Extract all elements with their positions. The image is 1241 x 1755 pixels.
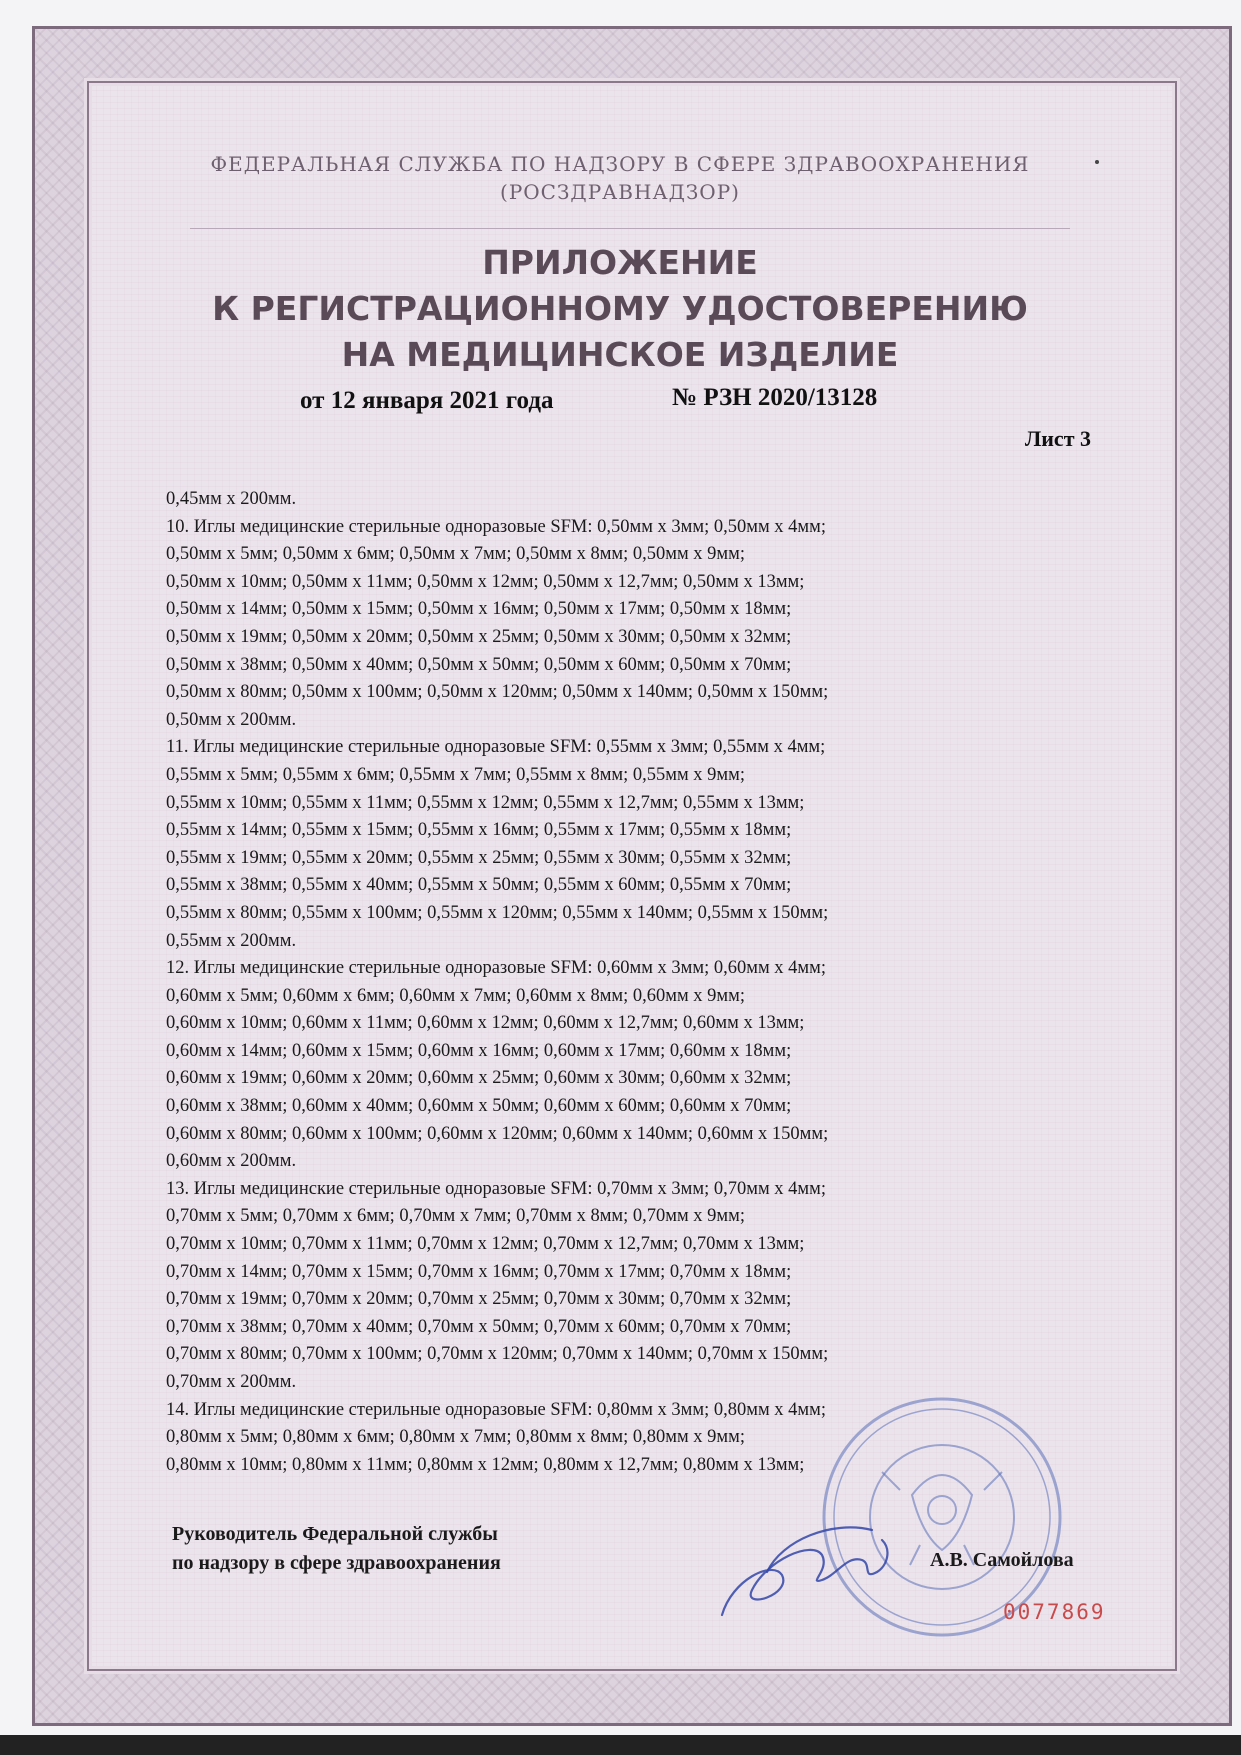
body-line: 0,55мм x 10мм; 0,55мм x 11мм; 0,55мм x 12мм; 0,55мм x 12,7мм; 0,55мм x 13мм; — [166, 792, 805, 813]
body-line: 0,60мм x 5мм; 0,60мм x 6мм; 0,60мм x 7мм; 0,60мм x 8мм; 0,60мм x 9мм; — [166, 985, 745, 1006]
body-line: 0,70мм x 5мм; 0,70мм x 6мм; 0,70мм x 7мм; 0,70мм x 8мм; 0,70мм x 9мм; — [166, 1206, 745, 1227]
body-line: 0,50мм x 19мм; 0,50мм x 20мм; 0,50мм x 25мм; 0,50мм x 30мм; 0,50мм x 32мм; — [166, 626, 792, 647]
agency-line-2: (РОСЗДРАВНАДЗОР) — [500, 180, 740, 204]
agency-line-1: ФЕДЕРАЛЬНАЯ СЛУЖБА ПО НАДЗОРУ В СФЕРЕ ЗДРАВООХРАНЕНИЯ — [210, 152, 1030, 176]
body-line: 0,55мм x 19мм; 0,55мм x 20мм; 0,55мм x 25мм; 0,55мм x 30мм; 0,55мм x 32мм; — [166, 847, 792, 868]
document-body — [166, 486, 1076, 1479]
body-line: 0,70мм x 80мм; 0,70мм x 100мм; 0,70мм x 120мм; 0,70мм x 140мм; 0,70мм x 150мм; — [166, 1344, 829, 1365]
body-line: 0,50мм x 200мм. — [166, 709, 297, 730]
body-line: 0,60мм x 38мм; 0,60мм x 40мм; 0,60мм x 50мм; 0,60мм x 60мм; 0,60мм x 70мм; — [166, 1096, 792, 1117]
agency-name — [100, 150, 1140, 206]
body-line: 0,70мм x 200мм. — [166, 1372, 297, 1392]
serial-number: 0077869 — [1003, 1600, 1106, 1624]
body-line: 10. Иглы медицинские стерильные одноразовые SFM: 0,50мм x 3мм; 0,50мм x 4мм; — [166, 516, 826, 537]
body-line: 0,50мм x 38мм; 0,50мм x 40мм; 0,50мм x 50мм; 0,50мм x 60мм; 0,50мм x 70мм; — [166, 654, 792, 675]
body-line: 0,55мм x 80мм; 0,55мм x 100мм; 0,55мм x 120мм; 0,55мм x 140мм; 0,55мм x 150мм; — [166, 902, 829, 923]
title-line-1: ПРИЛОЖЕНИЕ — [482, 243, 758, 282]
scan-bottom-edge — [0, 1735, 1241, 1755]
issue-date: от 12 января 2021 года — [300, 387, 554, 414]
body-line: 0,60мм x 10мм; 0,60мм x 11мм; 0,60мм x 12мм; 0,60мм x 12,7мм; 0,60мм x 13мм; — [166, 1013, 805, 1034]
body-line: 0,50мм x 10мм; 0,50мм x 11мм; 0,50мм x 12мм; 0,50мм x 12,7мм; 0,50мм x 13мм; — [166, 571, 805, 592]
body-line: 0,70мм x 19мм; 0,70мм x 20мм; 0,70мм x 25мм; 0,70мм x 30мм; 0,70мм x 32мм; — [166, 1289, 792, 1310]
body-line: 0,55мм x 5мм; 0,55мм x 6мм; 0,55мм x 7мм; 0,55мм x 8мм; 0,55мм x 9мм; — [166, 764, 745, 785]
title-line-3: НА МЕДИЦИНСКОЕ ИЗДЕЛИЕ — [341, 335, 899, 374]
body-line: 0,60мм x 19мм; 0,60мм x 20мм; 0,60мм x 25мм; 0,60мм x 30мм; 0,60мм x 32мм; — [166, 1068, 792, 1089]
body-line: 0,50мм x 80мм; 0,50мм x 100мм; 0,50мм x 120мм; 0,50мм x 140мм; 0,50мм x 150мм; — [166, 682, 829, 703]
signer-title-line-2: по надзору в сфере здравоохранения — [172, 1552, 501, 1574]
sheet-number: Лист 3 — [1024, 426, 1091, 451]
signer-name: А.В. Самойлова — [930, 1549, 1074, 1571]
body-line: 0,55мм x 38мм; 0,55мм x 40мм; 0,55мм x 50мм; 0,55мм x 60мм; 0,55мм x 70мм; — [166, 875, 792, 896]
body-line: 11. Иглы медицинские стерильные одноразовые SFM: 0,55мм x 3мм; 0,55мм x 4мм; — [166, 737, 826, 758]
body-line: 0,55мм x 14мм; 0,55мм x 15мм; 0,55мм x 16мм; 0,55мм x 17мм; 0,55мм x 18мм; — [166, 820, 792, 841]
body-line: 14. Иглы медицинские стерильные одноразовые SFM: 0,80мм x 3мм; 0,80мм x 4мм; — [166, 1399, 826, 1420]
registration-number: № РЗН 2020/13128 — [672, 384, 878, 411]
document-title — [100, 240, 1140, 378]
body-line: 0,60мм x 14мм; 0,60мм x 15мм; 0,60мм x 16мм; 0,60мм x 17мм; 0,60мм x 18мм; — [166, 1040, 792, 1061]
body-line: 0,70мм x 38мм; 0,70мм x 40мм; 0,70мм x 50мм; 0,70мм x 60мм; 0,70мм x 70мм; — [166, 1316, 792, 1337]
body-line: 0,70мм x 10мм; 0,70мм x 11мм; 0,70мм x 12мм; 0,70мм x 12,7мм; 0,70мм x 13мм; — [166, 1234, 805, 1255]
signer-title-line-1: Руководитель Федеральной службы — [172, 1523, 498, 1545]
body-line: 13. Иглы медицинские стерильные одноразовые SFM: 0,70мм x 3мм; 0,70мм x 4мм; — [166, 1178, 826, 1199]
body-line: 12. Иглы медицинские стерильные одноразовые SFM: 0,60мм x 3мм; 0,60мм x 4мм; — [166, 958, 826, 979]
body-line: 0,45мм x 200мм. — [166, 489, 297, 509]
title-line-2: К РЕГИСТРАЦИОННОМУ УДОСТОВЕРЕНИЮ — [212, 289, 1028, 328]
body-line: 0,60мм x 200мм. — [166, 1151, 297, 1172]
body-line: 0,70мм x 14мм; 0,70мм x 15мм; 0,70мм x 16мм; 0,70мм x 17мм; 0,70мм x 18мм; — [166, 1261, 792, 1282]
body-line: 0,55мм x 200мм. — [166, 930, 297, 951]
body-line: 0,80мм x 5мм; 0,80мм x 6мм; 0,80мм x 7мм; 0,80мм x 8мм; 0,80мм x 9мм; — [166, 1427, 745, 1448]
handwritten-signature-icon — [712, 1500, 902, 1630]
body-line: 0,50мм x 14мм; 0,50мм x 15мм; 0,50мм x 16мм; 0,50мм x 17мм; 0,50мм x 18мм; — [166, 599, 792, 620]
signer-title — [172, 1520, 501, 1578]
header-divider — [190, 228, 1070, 229]
body-line: 0,60мм x 80мм; 0,60мм x 100мм; 0,60мм x 120мм; 0,60мм x 140мм; 0,60мм x 150мм; — [166, 1123, 829, 1144]
body-line: 0,80мм x 10мм; 0,80мм x 11мм; 0,80мм x 12мм; 0,80мм x 12,7мм; 0,80мм x 13мм; — [166, 1454, 805, 1475]
body-line: 0,50мм x 5мм; 0,50мм x 6мм; 0,50мм x 7мм; 0,50мм x 8мм; 0,50мм x 9мм; — [166, 544, 745, 565]
